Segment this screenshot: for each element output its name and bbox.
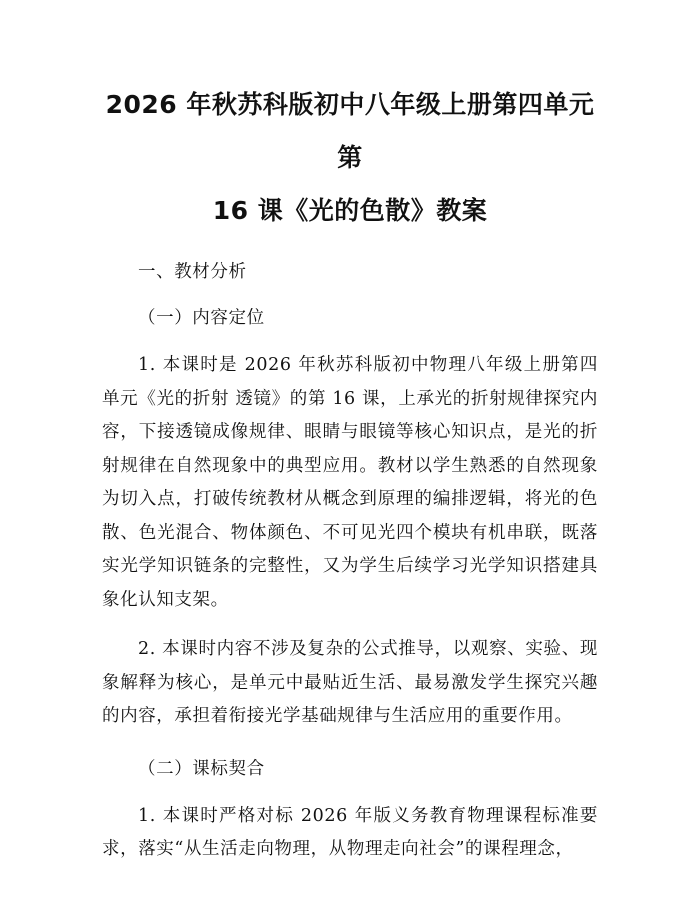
paragraph-curriculum-alignment-1: 1. 本课时严格对标 2026 年版义务教育物理课程标准要求，落实“从生活走向物理，从物理走向社会”的课程理念， (102, 805, 598, 859)
title-line-2: 16 课《光的色散》教案 (212, 196, 488, 225)
title-line-1: 2026 年秋苏科版初中八年级上册第四单元第 (105, 90, 595, 172)
section-heading-textbook-analysis: 一、教材分析 (138, 262, 247, 282)
subsection-heading-content-positioning: （一）内容定位 (138, 308, 265, 328)
subsection-heading-curriculum-alignment: （二）课标契合 (138, 758, 265, 779)
paragraph-content-positioning-2: 2. 本课时内容不涉及复杂的公式推导，以观察、实验、现象解释为核心，是单元中最贴近生活、最易激发学生探究兴趣的内容，承担着衔接光学基础规律与生活应用的重要作用。 (102, 639, 598, 726)
paragraph-content-positioning-1: 1. 本课时是 2026 年秋苏科版初中物理八年级上册第四单元《光的折射 透镜》的第 16 课，上承光的折射规律探究内容，下接透镜成像规律、眼睛与眼镜等核心知识点，是光的折射规律在自然现象中的典型应用。教材以学生熟悉的自然现象为切入点，打破传统教材从概念到原理的编排逻辑，将光的色散、色光混合、物体颜色、不可见光四个模块有机串联，既落实光学知识链条的完整性，又为学生后续学习光学知识搭建具象化认知支架。 (102, 355, 598, 610)
document-title (102, 78, 598, 237)
